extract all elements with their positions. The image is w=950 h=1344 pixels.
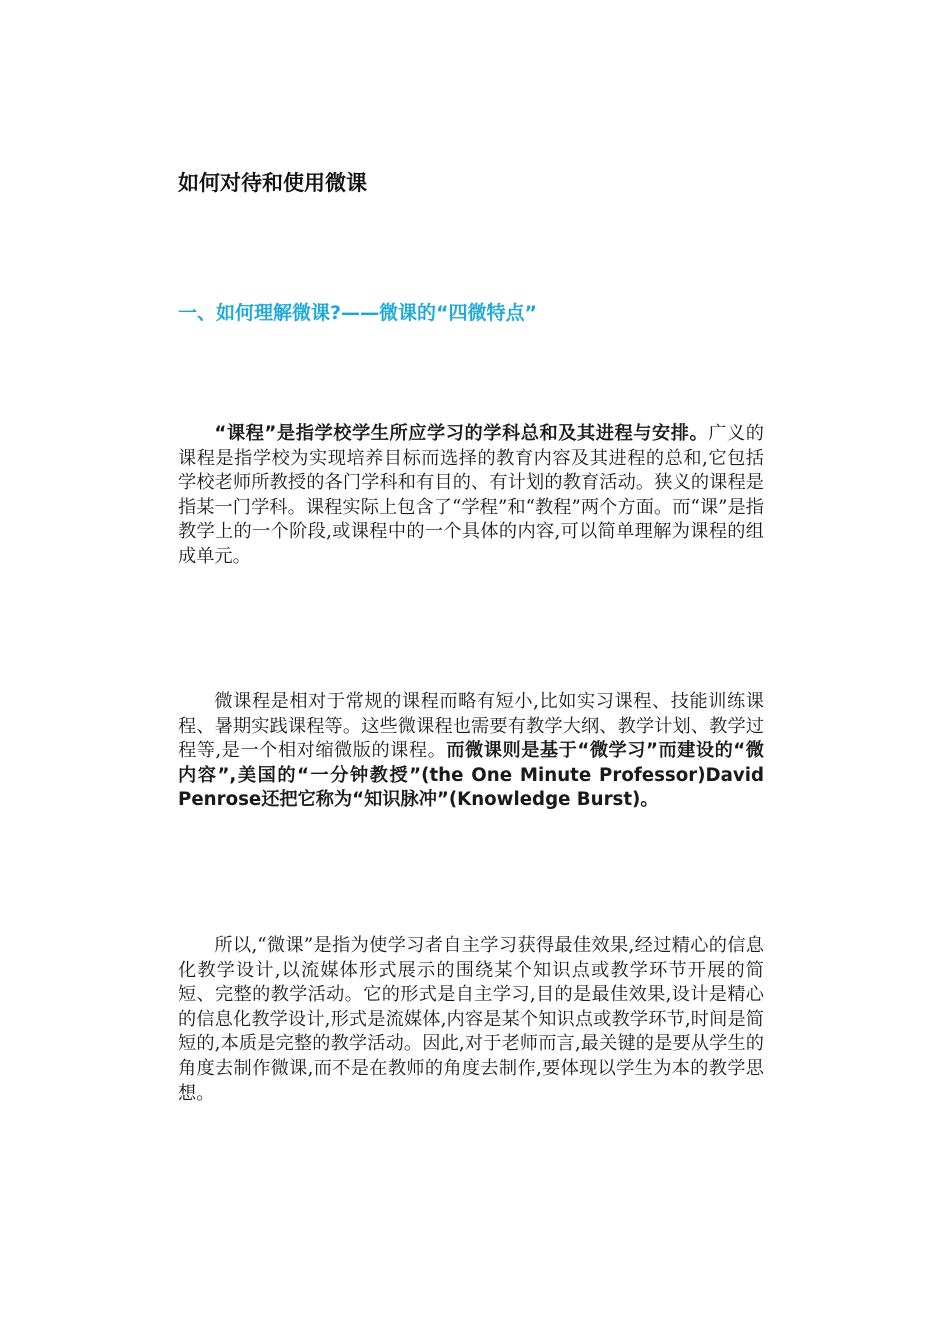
paragraph-body: 所以,“微课”是指为使学习者自主学习获得最佳效果,经过精心的信息化教学设计,以流媒体形式展示的围绕某个知识点或教学环节开展的简短、完整的教学活动。它的形式是自主学习,目的是最佳效果,设计是精心的信息化教学设计,形式是流媒体,内容是某个知识点或教学环节,时间是简短的,本质是完整的教学活动。因此,对于老师而言,最关键的是要从学生的角度去制作微课,而不是在教师的角度去制作,要体现以学生为本的教学思想。	[178, 935, 764, 1104]
section-heading: 一、如何理解微课?——微课的“四微特点”	[178, 302, 537, 324]
paragraph-body: 广义的课程是指学校为实现培养目标而选择的教育内容及其进程的总和,它包括学校老师所教授的各门学科和有目的、有计划的教育活动。狭义的课程是指某一门学科。课程实际上包含了“学程”和“教程”两个方面。而“课”是指教学上的一个阶段,或课程中的一个具体的内容,可以简单理解为课程的组成单元。	[178, 423, 764, 567]
document-title: 如何对待和使用微课	[178, 171, 367, 195]
paragraph-bold-lead: “课程”是指学校学生所应学习的学科总和及其进程与安排。	[214, 423, 709, 444]
paragraph-micro-lesson-definition	[178, 934, 764, 1106]
paragraph-course-definition	[178, 422, 764, 570]
paragraph-micro-course	[178, 690, 764, 813]
paragraph-bold-tail: 而微课则是基于“微学习”而建设的“微内容”,美国的“一分钟教授”(the One Minute Professor)David Penrose还把它称为“知识脉冲”(Knowledge Burst)。	[178, 740, 764, 811]
paragraph-body: 微课程是相对于常规的课程而略有短小,比如实习课程、技能训练课程、暑期实践课程等。这些微课程也需要有教学大纲、教学计划、教学过程等,是一个相对缩微版的课程。	[178, 691, 764, 762]
